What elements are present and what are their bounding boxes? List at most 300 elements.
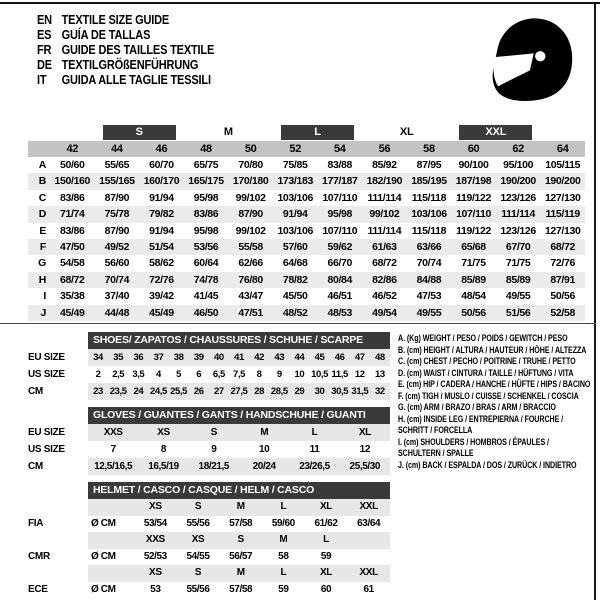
measurement-cell: 177/187 — [322, 175, 358, 188]
shoes-value-cell: 13 — [375, 369, 385, 380]
helmet-size-labels — [88, 532, 390, 549]
textile-size-table — [28, 124, 585, 321]
measurement-cell: 75/85 — [282, 159, 308, 171]
gloves-value-cell: 9 — [211, 444, 217, 455]
shoes-row — [28, 349, 390, 366]
measurement-cell: 48/54 — [461, 290, 486, 303]
size-group-header-row — [28, 124, 585, 141]
measurement-cell: 83/88 — [327, 159, 353, 171]
shoes-value-cell: 30 — [314, 386, 325, 397]
helmet-size-cell: L — [280, 567, 287, 578]
spacer — [28, 124, 50, 141]
gloves-row-label: EU SIZE — [28, 427, 65, 438]
gloves-value-cell: XXS — [103, 427, 123, 438]
gloves-value-cell: 8 — [160, 444, 167, 455]
gloves-value-cell: 11 — [309, 444, 320, 455]
shoes-value-cell: 34 — [93, 352, 103, 363]
numeric-size-cell: 52 — [289, 143, 301, 155]
shoes-value-cell: 44 — [294, 352, 305, 363]
shoes-value-cell: 11,5 — [331, 369, 348, 380]
measurement-row-key: H — [38, 273, 46, 286]
shoes-value-cell: 2,5 — [112, 369, 125, 380]
shoes-header-row — [28, 332, 390, 349]
helmet-size-row — [28, 499, 390, 516]
legend-line: G. (cm) ARM / BRAZO / BRAS / ARM / BRACCIO — [398, 402, 556, 413]
measurement-cell: 43/47 — [238, 290, 263, 303]
spacer — [28, 499, 88, 516]
diameter-unit-label: Ø CM — [91, 550, 116, 562]
measurement-cell: 72/76 — [149, 273, 174, 286]
shoes-value-cell: 37 — [153, 352, 164, 363]
shoes-value-cell: 47 — [354, 352, 365, 363]
helmet-value-cell — [347, 549, 390, 566]
measurement-cell: 45/50 — [282, 290, 308, 303]
helmet-values — [88, 549, 390, 566]
measurement-row-key: B — [38, 175, 46, 188]
measurement-cell: 55/65 — [104, 159, 130, 171]
measurement-cell: 47/51 — [238, 306, 263, 319]
legend-line: SCHRITT / FORCELLA — [398, 425, 473, 436]
measurement-cell: 49/54 — [372, 306, 397, 319]
numeric-size-cell: 50 — [244, 143, 257, 155]
measurement-cell: 85/92 — [372, 159, 397, 171]
helmet-size-cell: M — [236, 501, 245, 512]
measurement-row — [28, 288, 585, 304]
measurement-cell: 59/62 — [327, 240, 353, 253]
measurement-cell: 160/170 — [143, 175, 180, 188]
legend-line: C. (cm) CHEST / PECHO / POITRINE / TRUHE / PETTO — [398, 356, 576, 367]
helmet-value-cell: 54/55 — [186, 550, 210, 562]
measurement-cell: 50/56 — [461, 306, 486, 319]
measurement-cell: 173/183 — [277, 175, 313, 188]
language-code: DE — [37, 58, 52, 72]
title-line — [37, 58, 214, 73]
measurement-cell: 111/114 — [367, 224, 402, 237]
gloves-row-values — [88, 458, 390, 475]
shoes-table-title: SHOES/ ZAPATOS / CHAUSSURES / SCHUHE / SCARPE — [88, 332, 390, 349]
spacer — [28, 532, 88, 549]
measurement-cell: 103/106 — [411, 208, 447, 221]
helmet-value-cell: 53/54 — [143, 517, 167, 529]
shoes-value-cell: 25,5 — [170, 386, 188, 397]
helmet-value-row — [28, 516, 390, 533]
measurement-row — [28, 272, 585, 288]
gloves-value-cell: S — [210, 427, 217, 438]
helmet-size-cell: M — [279, 534, 288, 545]
helmet-size-cell: S — [194, 501, 202, 512]
spacer — [88, 565, 134, 582]
title-text: GUIDE DES TAILLES TEXTILE — [61, 43, 215, 57]
helmet-value-cell: 52/53 — [143, 550, 167, 562]
helmet-values — [88, 516, 390, 533]
helmet-size-cell: XS — [191, 534, 205, 545]
shoes-value-cell: 9 — [276, 369, 282, 380]
shoes-row-values — [88, 366, 390, 383]
gloves-value-cell: 7 — [110, 444, 116, 455]
helmet-size-row — [28, 565, 390, 582]
measurement-cell: 95/98 — [327, 208, 353, 221]
measurement-cell: 170/180 — [232, 175, 269, 188]
gloves-value-cell: L — [311, 427, 318, 438]
measurement-cell: 99/102 — [235, 224, 266, 237]
shoes-value-cell: 39 — [193, 352, 204, 363]
measurement-cell: 51/56 — [505, 306, 531, 319]
certification-label: FIA — [28, 517, 44, 529]
measurement-cell: 85/89 — [505, 273, 531, 286]
measurement-cell: 70/80 — [238, 159, 263, 171]
helmet-size-cell: L — [323, 534, 329, 545]
shoes-value-cell: 27,5 — [230, 386, 248, 397]
title-block — [37, 13, 214, 88]
measurement-cell: 95/98 — [193, 191, 219, 204]
spacer — [88, 532, 134, 549]
shoes-row — [28, 383, 390, 400]
shoes-value-cell: 23,5 — [109, 386, 127, 397]
measurement-cell: 87/95 — [416, 159, 442, 171]
gloves-row — [28, 424, 390, 441]
measurement-cell: 63/66 — [416, 240, 442, 253]
shoes-value-cell: 43 — [274, 352, 285, 363]
language-code: IT — [37, 73, 47, 87]
helmet-size-cell — [347, 532, 390, 549]
measurement-cell: 50/56 — [550, 290, 575, 303]
shoes-value-cell: 29 — [294, 386, 305, 397]
measurement-cell: 91/94 — [149, 191, 174, 204]
measurement-cell: 111/114 — [501, 208, 535, 221]
measurement-row-key: G — [38, 257, 46, 270]
language-code: ES — [37, 28, 52, 42]
shoes-value-cell: 5 — [176, 369, 182, 380]
shoes-value-cell: 10,5 — [311, 369, 328, 380]
measurement-cell: 115/119 — [545, 208, 580, 221]
helmet-size-cell: XS — [149, 567, 162, 578]
measurement-cell: 87/91 — [550, 273, 575, 286]
measurement-cell: 47/53 — [416, 290, 442, 303]
measurement-row — [28, 223, 585, 239]
measurement-cell: 45/49 — [60, 306, 85, 319]
measurement-cell: 57/60 — [282, 240, 308, 253]
spacer — [28, 407, 88, 424]
measurement-cell: 46/52 — [372, 290, 397, 303]
measurement-cell: 83/86 — [60, 224, 85, 237]
measurement-cell: 60/64 — [193, 257, 219, 270]
helmet-value-cell: 56/57 — [229, 550, 253, 562]
shoes-value-cell: 23 — [93, 386, 103, 397]
measurement-cell: 79/82 — [149, 208, 174, 221]
legend-line: E. (cm) HIP / CADERA / HANCHE / HÜFTE / HIPS / BACINO — [398, 379, 591, 390]
shoes-value-cell: 30,5 — [331, 386, 349, 397]
spacer — [28, 482, 88, 499]
numeric-size-cell: 44 — [111, 143, 123, 155]
measurement-cell: 82/86 — [372, 273, 397, 286]
measurement-cell: 51/54 — [149, 240, 174, 253]
helmet-header-row — [28, 482, 390, 499]
shoes-value-cell: 46 — [334, 352, 345, 363]
measurement-cell: 65/75 — [193, 159, 219, 171]
diameter-unit-label: Ø CM — [91, 517, 116, 529]
title-line — [37, 28, 214, 43]
numeric-size-cell: 64 — [556, 143, 569, 155]
measurement-cell: 75/78 — [104, 208, 130, 221]
helmet-size-cell: L — [280, 501, 287, 512]
measurement-cell: 49/55 — [416, 306, 442, 319]
measurement-cell: 35/38 — [60, 290, 85, 303]
numeric-size-cell: 54 — [334, 143, 346, 155]
shoes-value-cell: 42 — [254, 352, 265, 363]
measurement-row — [28, 305, 585, 321]
racing-helmet-icon — [482, 12, 576, 108]
gloves-header-row — [28, 407, 390, 424]
measurement-cell: 45/49 — [149, 306, 174, 319]
measurement-cell: 99/102 — [369, 208, 400, 221]
size-group-label: XXL — [459, 125, 532, 140]
measurement-cell: 87/90 — [104, 191, 130, 204]
measurement-cell: 85/89 — [461, 273, 486, 286]
title-line — [37, 73, 214, 88]
measurement-cell: 87/90 — [104, 224, 130, 237]
helmet-value-cell: 63/64 — [357, 517, 381, 529]
title-text: GUÍA DE TALLAS — [61, 28, 151, 42]
size-group-label: XL — [399, 126, 414, 138]
measurement-cell: 72/76 — [550, 257, 575, 270]
shoes-row-label: CM — [28, 386, 43, 397]
top-border-line — [0, 2, 600, 4]
measurement-cell: 119/122 — [456, 191, 491, 204]
measurement-row-key: I — [43, 290, 46, 303]
legend-line: I. (cm) SHOULDERS / HOMBROS / ÉPAULES / — [398, 436, 549, 448]
legend-line: B. (cm) HEIGHT / ALTURA / HAUTEUR / HÖHE / ALTEZZA — [398, 344, 587, 356]
helmet-value-cell: 58 — [278, 550, 289, 562]
measurement-cell: 84/88 — [416, 273, 442, 286]
shoes-value-cell: 38 — [173, 352, 184, 363]
spacer — [540, 124, 585, 141]
measurement-legend — [398, 333, 591, 471]
size-group-label: L — [281, 125, 354, 140]
measurement-cell: 48/53 — [327, 306, 353, 319]
measurement-cell: 155/165 — [99, 175, 135, 188]
measurement-cell: 56/60 — [104, 257, 130, 270]
measurement-cell: 68/72 — [550, 240, 575, 253]
gloves-value-cell: XL — [358, 427, 371, 438]
size-group-label: S — [103, 125, 176, 140]
shoes-value-cell: 8 — [256, 369, 262, 380]
right-border-line — [594, 2, 596, 600]
measurement-row — [28, 173, 585, 189]
shoes-value-cell: 32 — [375, 386, 385, 397]
legend-line: H. (cm) INSIDE LEG / ENTREPIERNA / FOURCHE / — [398, 413, 564, 425]
shoes-value-cell: 31,5 — [351, 386, 369, 397]
measurement-row — [28, 206, 585, 222]
gloves-size-table — [28, 407, 390, 475]
measurement-cell: 119/122 — [456, 224, 491, 237]
section-divider-line — [0, 323, 596, 324]
language-code: EN — [37, 13, 52, 27]
legend-line: A. (Kg) WEIGHT / PESO / POIDS / GEWITCH / PESO — [398, 333, 568, 344]
measurement-cell: 49/55 — [505, 290, 531, 303]
measurement-cell: 76/80 — [238, 273, 263, 286]
measurement-cell: 47/50 — [60, 240, 85, 253]
title-text: GUIDA ALLE TAGLIE TESSILI — [61, 73, 211, 87]
measurement-cell: 52/58 — [550, 306, 575, 319]
gloves-value-cell: 18/21,5 — [198, 461, 230, 472]
shoes-value-cell: 26 — [193, 386, 204, 397]
measurement-row — [28, 157, 585, 173]
numeric-size-cell: 42 — [66, 143, 79, 155]
helmet-value-cell: 59/60 — [271, 517, 295, 529]
helmet-size-row — [28, 532, 390, 549]
gloves-row-values — [88, 424, 390, 441]
title-line — [37, 13, 214, 28]
measurement-cell: 127/130 — [544, 191, 581, 204]
size-group-label: M — [223, 126, 233, 138]
numeric-size-row — [28, 141, 585, 157]
shoes-row — [28, 366, 390, 383]
measurement-cell: 91/94 — [149, 224, 174, 237]
measurement-cell: 55/58 — [238, 240, 263, 253]
shoes-value-cell: 24 — [133, 386, 144, 397]
certification-label: CMR — [28, 550, 50, 562]
spacer — [28, 332, 88, 349]
helmet-value-cell: 61/62 — [314, 517, 338, 529]
gloves-value-cell: 20/24 — [252, 461, 276, 472]
helmet-size-cell: XXL — [359, 501, 378, 512]
title-line — [37, 43, 214, 58]
measurement-cell: 90/100 — [458, 159, 489, 171]
measurement-cell: 46/51 — [327, 290, 353, 303]
measurement-cell: 80/84 — [327, 273, 353, 286]
gloves-value-cell: 16,5/19 — [148, 461, 179, 472]
measurement-row — [28, 239, 585, 255]
gloves-value-cell: XS — [157, 427, 170, 438]
legend-line: D. (cm) WAIST / CINTURA / TAILLE / HÜFTUNG / VITA — [398, 367, 574, 379]
measurement-cell: 71/75 — [461, 257, 486, 270]
helmet-size-cell: XL — [320, 501, 332, 512]
measurement-row-key: D — [38, 208, 46, 221]
shoes-value-cell: 45 — [314, 352, 325, 363]
gloves-value-cell: 25,5/30 — [349, 461, 381, 472]
measurement-cell: 49/52 — [104, 240, 130, 253]
measurement-cell: 111/114 — [367, 191, 402, 204]
numeric-size-cell: 46 — [155, 143, 168, 155]
helmet-value-cell: 61 — [363, 583, 374, 595]
shoes-value-cell: 4 — [156, 369, 161, 380]
measurement-cell: 60/70 — [149, 159, 174, 171]
measurement-cell: 123/126 — [500, 191, 536, 204]
shoes-value-cell: 28,5 — [270, 386, 288, 397]
measurement-cell: 83/86 — [193, 208, 219, 221]
measurement-cell: 187/198 — [455, 175, 492, 188]
shoes-value-cell: 10 — [294, 369, 305, 380]
measurement-cell: 182/190 — [366, 175, 403, 188]
measurement-cell: 78/82 — [282, 273, 308, 286]
shoes-value-cell: 27 — [213, 386, 224, 397]
measurement-row-key: A — [38, 159, 46, 171]
measurement-cell: 39/42 — [149, 290, 174, 303]
shoes-value-cell: 28 — [254, 386, 265, 397]
shoes-value-cell: 7,5 — [232, 369, 245, 380]
measurement-cell: 190/200 — [544, 175, 581, 188]
helmet-value-cell: 59 — [278, 583, 289, 595]
measurement-row-key: J — [40, 306, 46, 319]
measurement-cell: 62/66 — [238, 257, 263, 270]
measurement-cell: 123/126 — [500, 224, 536, 237]
helmet-size-cell: S — [237, 534, 244, 545]
shoes-value-cell: 12 — [354, 369, 365, 380]
numeric-size-cell: 62 — [512, 143, 524, 155]
title-text: TEXTILE SIZE GUIDE — [61, 13, 170, 27]
measurement-cell: 44/48 — [104, 306, 130, 319]
measurement-cell: 103/106 — [277, 191, 313, 204]
shoes-value-cell: 40 — [213, 352, 224, 363]
shoes-value-cell: 35 — [113, 352, 124, 363]
shoes-value-cell: 41 — [234, 352, 244, 363]
gloves-row — [28, 458, 390, 475]
measurement-cell: 107/110 — [322, 224, 358, 237]
measurement-cell: 91/94 — [282, 208, 308, 221]
gloves-row-label: US SIZE — [28, 444, 65, 455]
measurement-cell: 190/200 — [500, 175, 536, 188]
measurement-cell: 83/86 — [60, 191, 85, 204]
measurement-cell: 50/60 — [60, 159, 85, 171]
helmet-size-cell: XXS — [145, 534, 165, 545]
shoes-value-cell: 3,5 — [132, 369, 145, 380]
helmet-value-cell: 60 — [320, 583, 332, 595]
gloves-value-cell: 23/26,5 — [299, 461, 330, 472]
helmet-size-cell: XXL — [359, 567, 378, 578]
numeric-size-cell: 60 — [467, 143, 480, 155]
helmet-value-cell: 57/58 — [229, 583, 253, 595]
measurement-cell: 127/130 — [544, 224, 581, 237]
shoes-value-cell: 2 — [95, 369, 101, 380]
helmet-size-cell: M — [236, 567, 245, 578]
gloves-row-label: CM — [28, 461, 43, 472]
measurement-cell: 95/100 — [503, 159, 534, 171]
shoes-row-label: US SIZE — [28, 369, 65, 380]
shoes-value-cell: 36 — [133, 352, 144, 363]
shoes-row-values — [88, 383, 390, 400]
measurement-cell: 41/45 — [193, 290, 219, 303]
measurement-cell: 99/102 — [235, 191, 266, 204]
measurement-cell: 71/75 — [505, 257, 531, 270]
helmet-value-cell: 55/56 — [186, 517, 210, 529]
measurement-cell: 71/74 — [60, 208, 85, 221]
numeric-size-cell: 48 — [200, 143, 212, 155]
language-code: FR — [37, 43, 52, 57]
shoes-value-cell: 24,5 — [150, 386, 167, 397]
measurement-cell: 58/62 — [149, 257, 174, 270]
measurement-cell: 105/115 — [545, 159, 581, 171]
helmet-size-table — [28, 482, 390, 598]
title-text: TEXTILGRÖßENFÜHRUNG — [61, 58, 199, 72]
spacer — [28, 565, 88, 582]
measurement-row — [28, 255, 585, 271]
measurement-cell: 185/195 — [411, 175, 447, 188]
measurement-cell: 68/72 — [60, 273, 85, 286]
measurement-cell: 70/74 — [104, 273, 130, 286]
measurement-cell: 115/118 — [411, 224, 447, 237]
measurement-cell: 54/58 — [60, 257, 85, 270]
legend-line: J. (cm) BACK / ESPALDA / DOS / ZURÜCK / INDIETRO — [398, 459, 577, 471]
measurement-cell: 48/52 — [282, 306, 308, 319]
measurement-cell: 64/68 — [282, 257, 308, 270]
measurement-cell: 150/160 — [54, 175, 91, 188]
shoes-row-label: EU SIZE — [28, 352, 65, 363]
measurement-cell: 46/50 — [193, 306, 219, 319]
diameter-unit-label: Ø CM — [91, 583, 116, 595]
measurement-cell: 115/118 — [411, 191, 447, 204]
measurement-row-key: F — [39, 240, 46, 253]
certification-label: ECE — [28, 583, 48, 595]
